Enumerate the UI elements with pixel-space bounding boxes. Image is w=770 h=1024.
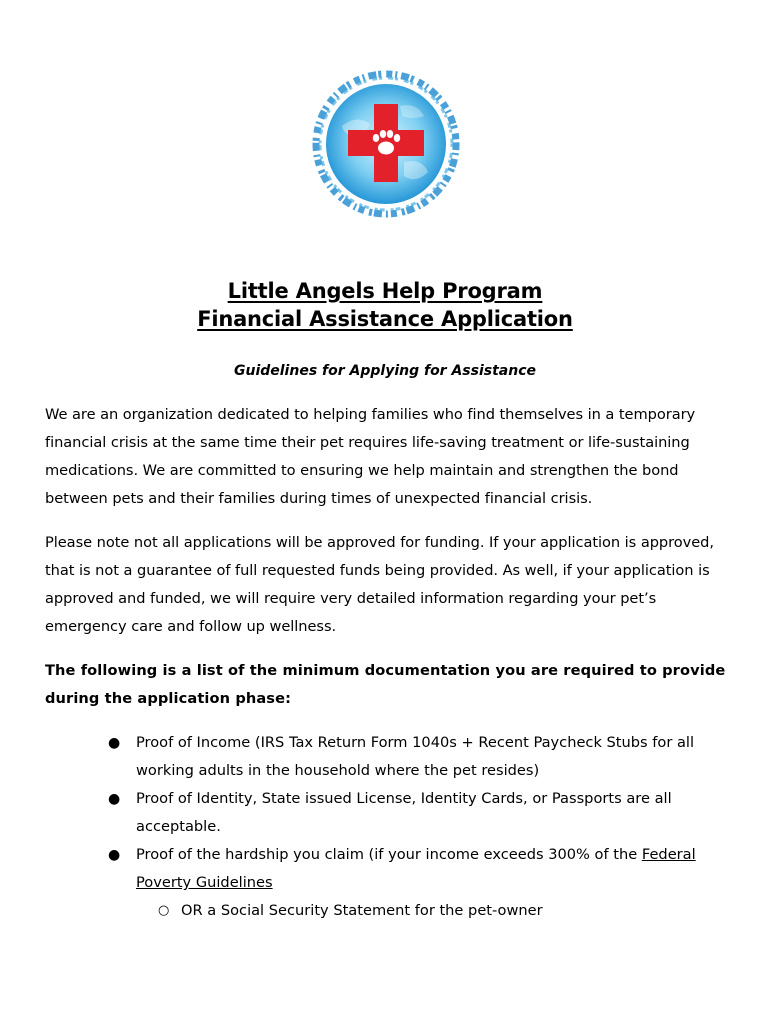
list-item: [108, 785, 738, 841]
bullet-icon: ●: [108, 847, 121, 863]
list-item-text: Proof of Identity, State issued License, Identity Cards, or Passports are all acceptable.: [136, 790, 672, 835]
federal-poverty-guidelines-link[interactable]: Federal Poverty Guidelines: [136, 846, 696, 891]
hollow-bullet-icon: ○: [158, 903, 170, 918]
sub-requirements-list: [136, 897, 738, 925]
documentation-heading: The following is a list of the minimum documentation you are required to provide during the application phase:: [45, 662, 726, 707]
sub-list-item-text: OR a Social Security Statement for the pet-owner: [181, 902, 543, 919]
bullet-icon: ●: [108, 735, 121, 751]
intro-paragraph: We are an organization dedicated to helping families who find themselves in a temporary financial crisis at the same time their pet requires life-saving treatment or life-sustaining medications. We are committed to ensuring we help maintain and strengthen the bond between pets and their families during times of unexpected financial crisis.: [45, 406, 696, 507]
page-subtitle-title: Financial Assistance Application: [197, 307, 573, 331]
pet-rescue-globe-logo: [312, 66, 460, 222]
page-title: Little Angels Help Program: [227, 279, 543, 303]
sub-list-item: [136, 897, 738, 925]
section-heading: Guidelines for Applying for Assistance: [233, 363, 536, 379]
requirements-list: [108, 729, 738, 925]
list-item-text: Proof of Income (IRS Tax Return Form 1040s + Recent Paycheck Stubs for all working adults in the household where the pet resides): [136, 734, 695, 779]
list-item: [108, 729, 738, 785]
funding-note-paragraph: Please note not all applications will be approved for funding. If your application is approved, that is not a guarantee of full requested funds being provided. As well, if your application is approved and funded, we will require very detailed information regarding your pet’s emergency care and follow up wellness.: [45, 534, 714, 635]
bullet-icon: ●: [108, 791, 121, 807]
list-item-text: Proof of the hardship you claim (if your income exceeds 300% of the: [136, 846, 642, 863]
globe-cross-paw-icon: [312, 66, 460, 222]
list-item: [108, 841, 738, 925]
